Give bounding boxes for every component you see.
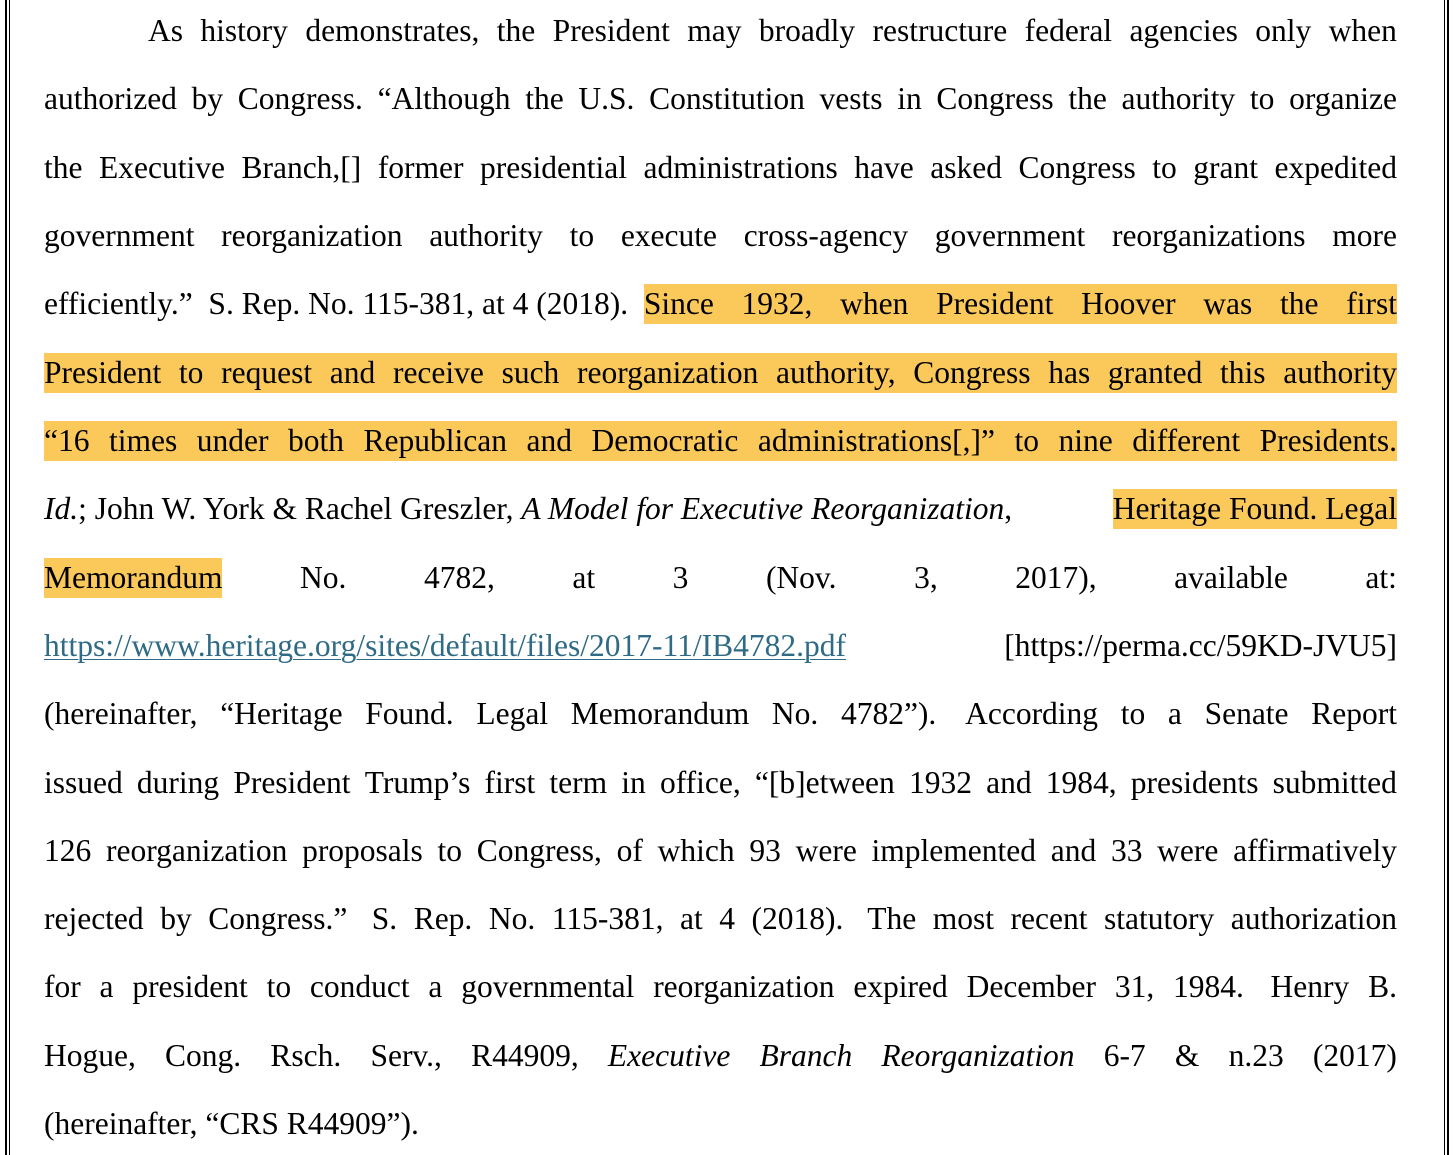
word: & <box>1174 1038 1200 1073</box>
text-line <box>44 216 1397 256</box>
word: (hereinafter, <box>44 696 198 731</box>
word: Congress, <box>476 833 602 868</box>
word: Henry <box>1262 969 1350 1004</box>
word: the <box>496 13 536 48</box>
word: 1984, <box>1045 765 1117 800</box>
word: Report <box>1311 696 1397 731</box>
word: asked <box>930 150 1002 185</box>
word: former <box>377 150 464 185</box>
word: which <box>657 833 735 868</box>
id-signal: Id. <box>44 491 79 526</box>
word: to <box>1249 81 1275 116</box>
word: of <box>616 833 643 868</box>
text-line <box>44 421 1397 461</box>
word: 1984. <box>1172 969 1244 1004</box>
word: presidents <box>1130 765 1259 800</box>
word: 6-7 <box>1103 1038 1146 1073</box>
word: a <box>428 969 443 1004</box>
word: when <box>1328 13 1397 48</box>
word: Cong. <box>165 1038 242 1073</box>
word: (2018). <box>751 901 844 936</box>
word: Hogue, <box>44 1038 136 1073</box>
word: history <box>200 13 288 48</box>
word: Branch,[] <box>241 150 362 185</box>
text-line <box>44 79 1397 119</box>
word: issued <box>44 765 123 800</box>
word: conduct <box>309 969 410 1004</box>
word: more <box>1332 218 1397 253</box>
word: the <box>525 81 564 116</box>
word: were <box>1157 833 1219 868</box>
word: 4782”). <box>840 696 937 731</box>
word: governmental <box>461 969 635 1004</box>
word: at <box>679 901 703 936</box>
word: B. <box>1368 969 1397 1004</box>
word: Branch <box>759 1038 853 1073</box>
citation-text: ; John W. York & Rachel Greszler, <box>78 491 522 526</box>
word: agencies <box>1129 13 1238 48</box>
article-title: A Model for Executive Reorganization <box>521 491 1005 526</box>
heritage-pdf-link[interactable]: https://www.heritage.org/sites/default/files/2017-11/IB4782.pdf <box>44 628 846 663</box>
word: U.S. <box>578 81 635 116</box>
text-line <box>44 967 1397 1007</box>
text-line <box>44 1104 1397 1144</box>
citation-group <box>44 489 1020 529</box>
word: reorganization <box>105 833 288 868</box>
word: reorganization <box>221 218 403 253</box>
word: “[b]etween <box>754 765 895 800</box>
word: may <box>687 13 742 48</box>
word: rejected <box>44 901 144 936</box>
word: government <box>934 218 1086 253</box>
word: Legal <box>476 696 549 731</box>
word: authority <box>1121 81 1236 116</box>
word: Constitution <box>649 81 805 116</box>
text-line <box>44 899 1397 939</box>
text-line <box>44 284 1397 324</box>
word: As <box>148 13 184 48</box>
word: during <box>136 765 220 800</box>
word: 115-381, <box>551 901 664 936</box>
word: n.23 <box>1228 1038 1284 1073</box>
word: Memorandum <box>570 696 750 731</box>
word: federal <box>1024 13 1113 48</box>
word: Executive <box>99 150 225 185</box>
word: 1932 <box>908 765 972 800</box>
word: President <box>552 13 670 48</box>
perma-citation: [https://perma.cc/59KD-JVU5] <box>1004 628 1397 663</box>
word: vests <box>819 81 883 116</box>
word: to <box>437 833 463 868</box>
highlighted-text: Heritage Found. Legal <box>1113 489 1397 529</box>
word: at <box>572 560 596 595</box>
word: 31, <box>1114 969 1155 1004</box>
text-line <box>44 831 1397 871</box>
word: Reorganization <box>881 1038 1075 1073</box>
highlighted-text: Since 1932, when President Hoover was the first <box>644 284 1397 324</box>
word: at: <box>1365 560 1397 595</box>
word: Rsch. <box>270 1038 342 1073</box>
word: government <box>44 218 195 253</box>
word: Rep. <box>413 901 473 936</box>
word: No. <box>771 696 819 731</box>
word: Executive <box>607 1038 731 1073</box>
word: President <box>233 765 351 800</box>
highlighted-text: Memorandum <box>44 558 222 598</box>
word: organize <box>1289 81 1397 116</box>
word: and <box>1050 833 1097 868</box>
text-line <box>44 558 1397 598</box>
word: 3, <box>914 560 938 595</box>
word: reorganizations <box>1111 218 1306 253</box>
word: expedited <box>1274 150 1397 185</box>
text-line <box>44 1036 1397 1076</box>
word: to <box>569 218 595 253</box>
word: reorganization <box>653 969 835 1004</box>
word: by <box>160 901 192 936</box>
text-line <box>44 626 1397 666</box>
word: the <box>1068 81 1107 116</box>
word: “Heritage <box>220 696 343 731</box>
word: in <box>621 765 646 800</box>
word: administrations <box>643 150 838 185</box>
text-line <box>44 11 1397 51</box>
word: December <box>966 969 1097 1004</box>
citation-text: (hereinafter, “CRS R44909”). <box>44 1106 419 1141</box>
word: for <box>44 969 81 1004</box>
word: Congress.” <box>208 901 348 936</box>
citation-text: efficiently.” S. Rep. No. 115-381, at 4 (2018). <box>44 286 644 321</box>
highlighted-text: President to request and receive such reorganization authority, Congress has granted this authority <box>44 353 1397 393</box>
word: No. <box>488 901 536 936</box>
word: R44909, <box>471 1038 579 1073</box>
word: Congress <box>1018 150 1136 185</box>
word: by <box>191 81 224 116</box>
text-line <box>44 694 1397 734</box>
word: implemented <box>871 833 1036 868</box>
citation-text: , <box>1004 491 1020 526</box>
word: 4782, <box>423 560 495 595</box>
word: Congress <box>936 81 1054 116</box>
word: S. <box>363 901 398 936</box>
word: authority <box>429 218 543 253</box>
word: recent <box>1010 901 1088 936</box>
word: in <box>897 81 922 116</box>
word: 3 <box>672 560 689 595</box>
word: 33 <box>1110 833 1143 868</box>
word: submitted <box>1272 765 1397 800</box>
word: term <box>549 765 608 800</box>
highlighted-text: “16 times under both Republican and Democratic administrations[,]” to nine different Presidents. <box>44 421 1397 461</box>
word: statutory <box>1104 901 1215 936</box>
word: broadly <box>758 13 856 48</box>
word: 2017), <box>1015 560 1097 595</box>
word: available <box>1174 560 1288 595</box>
word: expired <box>853 969 948 1004</box>
word: a <box>1167 696 1182 731</box>
word: restructure <box>872 13 1008 48</box>
word: Found. <box>365 696 454 731</box>
text-line <box>44 148 1397 188</box>
word: Trump’s <box>364 765 471 800</box>
word: grant <box>1193 150 1259 185</box>
word: only <box>1255 13 1312 48</box>
word: affirmatively <box>1233 833 1397 868</box>
word: The <box>859 901 917 936</box>
word: most <box>932 901 994 936</box>
word: (Nov. <box>765 560 837 595</box>
word: the <box>44 150 83 185</box>
word: were <box>795 833 857 868</box>
word: execute <box>620 218 717 253</box>
word: to <box>1152 150 1177 185</box>
word: No. <box>300 560 347 595</box>
word: have <box>854 150 914 185</box>
text-line <box>44 489 1397 529</box>
word: authorization <box>1230 901 1397 936</box>
word: first <box>484 765 536 800</box>
text-line <box>44 353 1397 393</box>
word: a <box>99 969 114 1004</box>
word: (2017) <box>1312 1038 1397 1073</box>
word: proposals <box>302 833 423 868</box>
word: office, <box>659 765 741 800</box>
word: “Although <box>377 81 511 116</box>
text-line <box>44 763 1397 803</box>
word: Serv., <box>370 1038 442 1073</box>
word: and <box>986 765 1032 800</box>
word: president <box>132 969 248 1004</box>
word: Senate <box>1204 696 1289 731</box>
word: to <box>266 969 292 1004</box>
word: Congress. <box>237 81 363 116</box>
word: 93 <box>749 833 781 868</box>
word: cross-agency <box>743 218 909 253</box>
word: 126 <box>44 833 92 868</box>
word: According <box>958 696 1099 731</box>
word: to <box>1120 696 1146 731</box>
word: 4 <box>719 901 735 936</box>
word: demonstrates, <box>305 13 480 48</box>
word: presidential <box>480 150 627 185</box>
word: authorized <box>44 81 177 116</box>
